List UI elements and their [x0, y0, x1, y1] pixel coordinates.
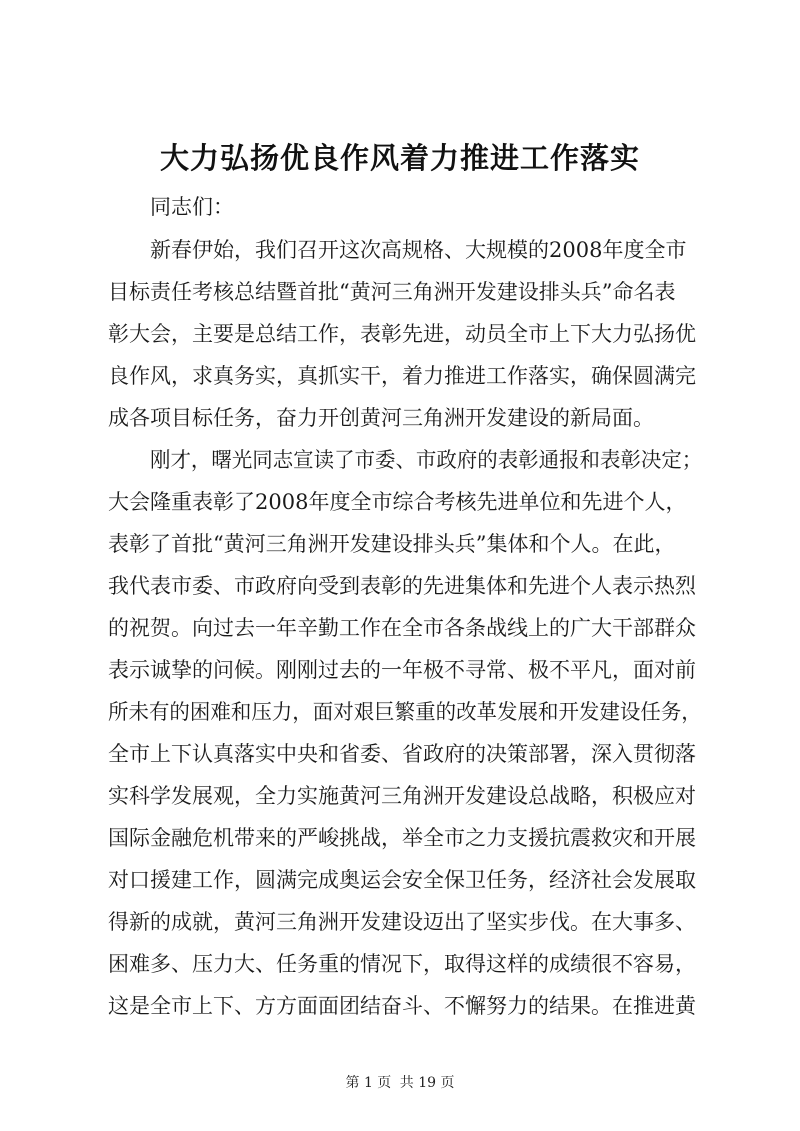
body-line-11: 表示诚挚的问候。刚刚过去的一年极不寻常、极不平凡，面对前 — [108, 658, 696, 682]
page-total: 共 19 页 — [399, 1075, 455, 1091]
greeting-line: 同志们： — [150, 195, 234, 219]
body-line-8: 表彰了首批“黄河三角洲开发建设排头兵”集体和个人。在此， — [108, 532, 676, 556]
page-number: 第 1 页 — [345, 1075, 392, 1091]
body-line-12: 所未有的困难和压力，面对艰巨繁重的改革发展和开发建设任务， — [108, 700, 702, 724]
body-line-18: 困难多、压力大、任务重的情况下，取得这样的成绩很不容易， — [108, 952, 696, 976]
body-line-1: 新春伊始，我们召开这次高规格、大规模的2008年度全市 — [150, 238, 687, 262]
body-line-5: 成各项目标任务，奋力开创黄河三角洲开发建设的新局面。 — [108, 406, 654, 430]
body-line-19: 这是全市上下、方方面面团结奋斗、不懈努力的结果。在推进黄 — [108, 994, 696, 1018]
body-line-6: 刚才，曙光同志宣读了市委、市政府的表彰通报和表彰决定； — [150, 448, 703, 472]
body-line-7: 大会隆重表彰了2008年度全市综合考核先进单位和先进个人， — [108, 490, 687, 514]
body-line-4: 良作风，求真务实，真抓实干，着力推进工作落实，确保圆满完 — [108, 364, 696, 388]
body-line-17: 得新的成就，黄河三角洲开发建设迈出了坚实步伐。在大事多、 — [108, 910, 696, 934]
body-line-13: 全市上下认真落实中央和省委、省政府的决策部署，深入贯彻落 — [108, 742, 696, 766]
document-title: 大力弘扬优良作风着力推进工作落实 — [159, 141, 640, 175]
body-line-3: 彰大会，主要是总结工作，表彰先进，动员全市上下大力弘扬优 — [108, 322, 696, 346]
body-line-10: 的祝贺。向过去一年辛勤工作在全市各条战线上的广大干部群众 — [108, 616, 696, 640]
body-line-16: 对口援建工作，圆满完成奥运会安全保卫任务，经济社会发展取 — [108, 868, 696, 892]
body-line-15: 国际金融危机带来的严峻挑战，举全市之力支援抗震救灾和开展 — [108, 826, 696, 850]
page-footer — [0, 1072, 800, 1092]
body-line-9: 我代表市委、市政府向受到表彰的先进集体和先进个人表示热烈 — [108, 574, 696, 598]
body-line-14: 实科学发展观，全力实施黄河三角洲开发建设总战略，积极应对 — [108, 784, 696, 808]
body-line-2: 目标责任考核总结暨首批“黄河三角洲开发建设排头兵”命名表 — [108, 280, 676, 304]
